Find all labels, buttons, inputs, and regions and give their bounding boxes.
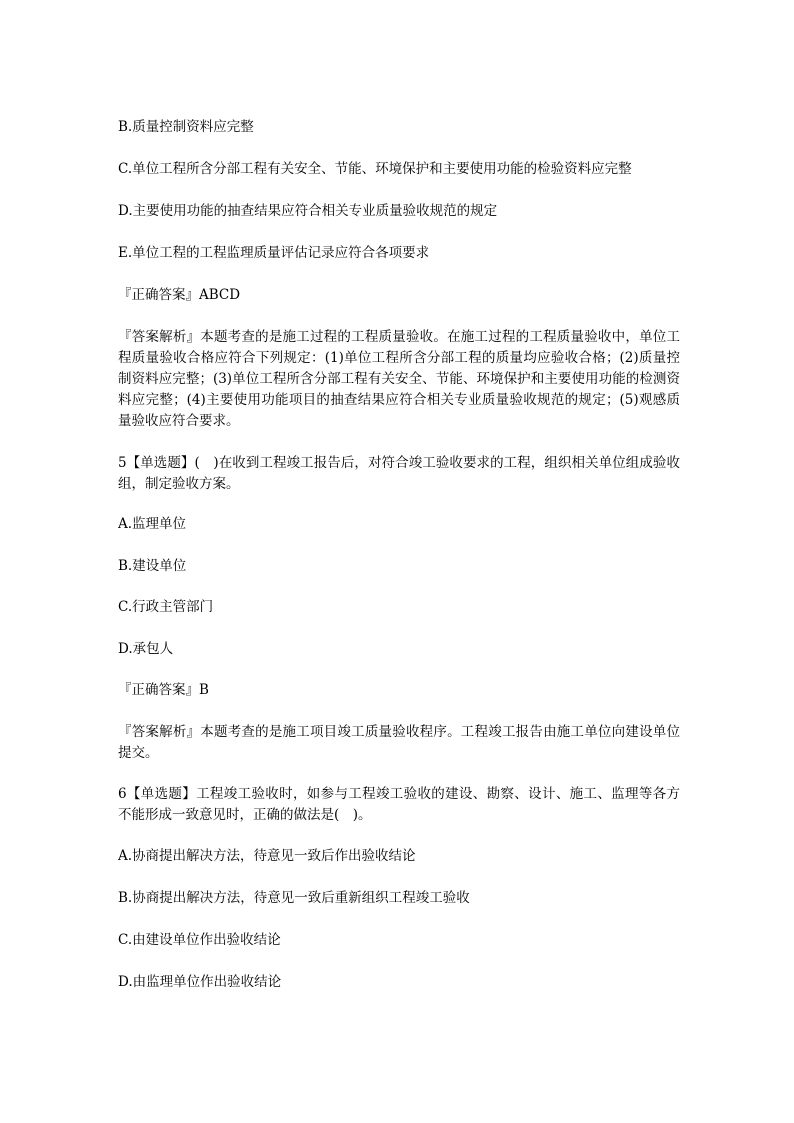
q4-correct-answer: 『正确答案』ABCD [118,287,241,303]
q6-option-a: A.协商提出解决方法，待意见一致后作出验收结论 [118,848,416,864]
q5-correct-answer: 『正确答案』B [118,682,209,698]
q4-option-b: B.质量控制资料应完整 [118,119,254,135]
q4-option-c: C.单位工程所含分部工程有关安全、节能、环境保护和主要使用功能的检验资料应完整 [118,161,632,177]
q6-option-d: D.由监理单位作出验收结论 [118,974,282,990]
q6-question: 6【单选题】工程竣工验收时，如参与工程竣工验收的建设、勘察、设计、施工、监理等各方不能形成一致意见时，正确的做法是( )。 [118,786,680,823]
q5-option-c: C.行政主管部门 [118,599,214,615]
q5-answer-explanation: 『答案解析』本题考查的是施工项目竣工质量验收程序。工程竣工报告由施工单位向建设单位提交。 [118,724,680,761]
q6-option-c: C.由建设单位作出验收结论 [118,932,281,948]
q4-answer-explanation: 『答案解析』本题考查的是施工过程的工程质量验收。在施工过程的工程质量验收中，单位工程质量验收合格应符合下列规定：(1)单位工程所含分部工程的质量均应验收合格；(2)质量控制资料应完整；(3)单位工程所含分部工程有关安全、节能、环境保护和主要使用功能的检测资料应完整；(4)主要使用功能项目的抽查结果应符合相关专业质量验收规范的规定；(5)观感质量验收应符合要求。 [118,329,680,429]
q5-option-a: A.监理单位 [118,516,187,532]
q4-option-e: E.单位工程的工程监理质量评估记录应符合各项要求 [118,245,430,261]
q5-option-d: D.承包人 [118,641,174,657]
q5-option-b: B.建设单位 [118,558,187,574]
q6-option-b: B.协商提出解决方法，待意见一致后重新组织工程竣工验收 [118,890,470,906]
q5-question: 5【单选题】( )在收到工程竣工报告后，对符合竣工验收要求的工程，组织相关单位组成验收组，制定验收方案。 [118,455,680,492]
q4-option-d: D.主要使用功能的抽查结果应符合相关专业质量验收规范的规定 [118,203,498,219]
